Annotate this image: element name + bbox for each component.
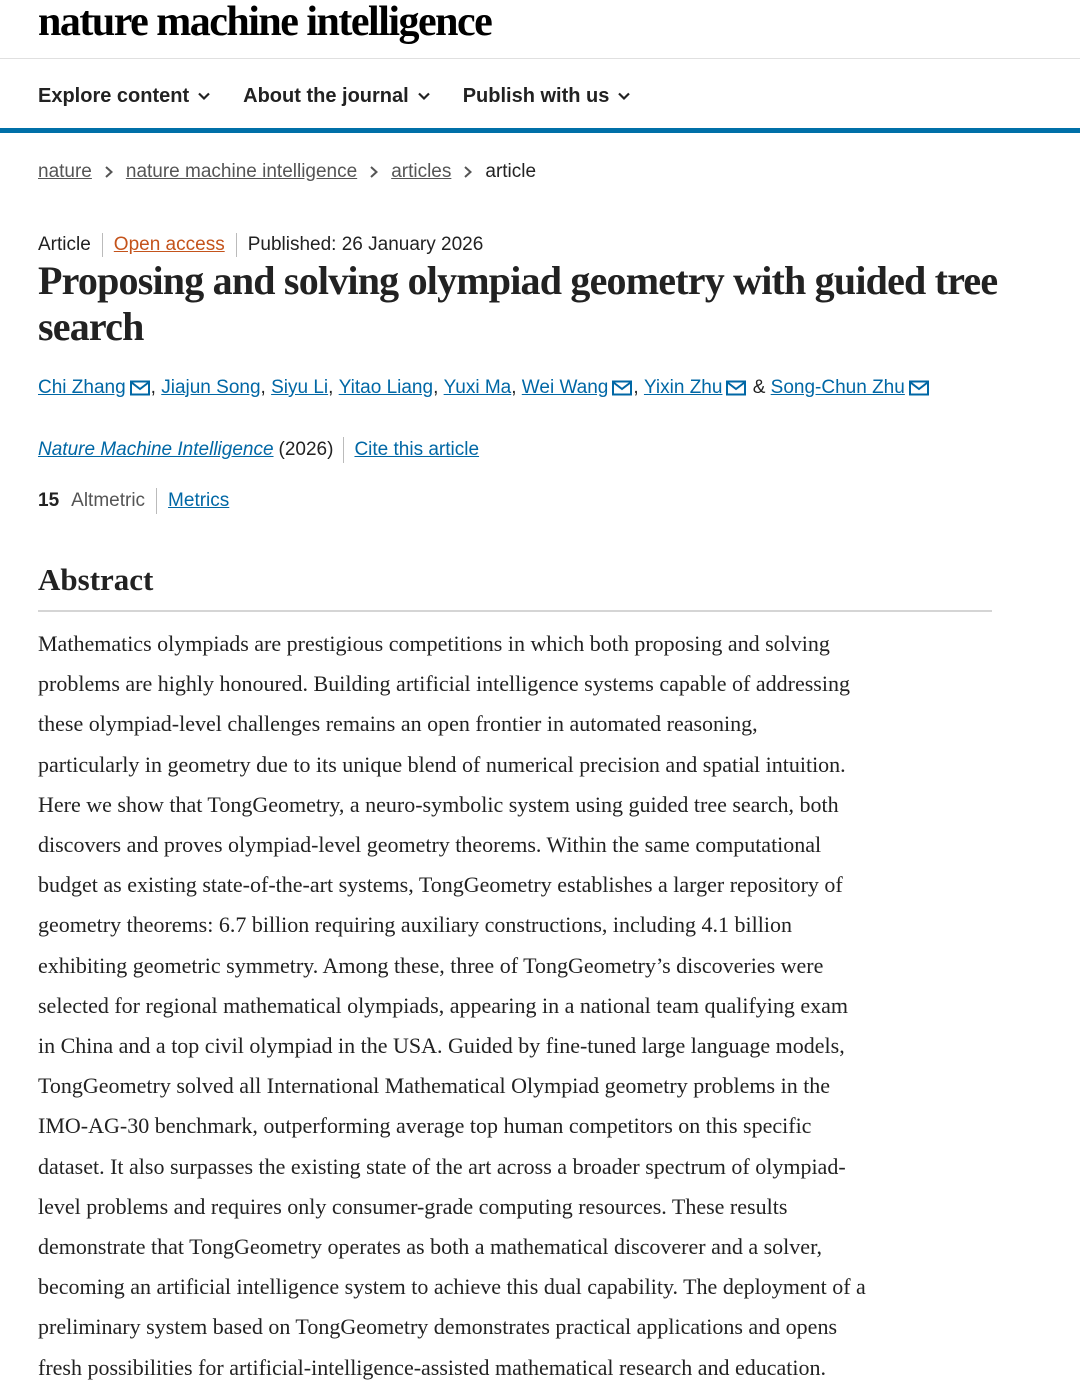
author-separator: , [260, 377, 272, 398]
abstract-line: in China and a top civil olympiad in the USA. Guided by fine-tuned large language models, [38, 1033, 845, 1059]
publication-year: (2026) [278, 439, 334, 460]
main-nav [38, 76, 663, 116]
abstract-line: these olympiad-level challenges remains an open frontier in automated reasoning, [38, 711, 758, 737]
abstract-line: level problems and requires only consumer-grade computing resources. These results [38, 1193, 788, 1219]
mail-icon[interactable] [909, 380, 929, 396]
header-divider [0, 58, 1080, 59]
abstract-line: fresh possibilities for artificial-intelligence-assisted mathematical research and education. [38, 1354, 827, 1380]
nav-explore-content[interactable] [38, 85, 211, 108]
open-access-link[interactable]: Open access [113, 234, 225, 255]
breadcrumb-articles[interactable]: articles [391, 161, 452, 182]
breadcrumb [38, 161, 536, 183]
author-list [38, 377, 930, 399]
article-metrics [38, 488, 229, 514]
author-separator: , [511, 377, 522, 398]
chevron-down-icon [417, 89, 431, 103]
breadcrumb-journal[interactable]: nature machine intelligence [125, 161, 358, 182]
journal-link[interactable]: Nature Machine Intelligence [38, 439, 274, 460]
abstract-line: Here we show that TongGeometry, a neuro-symbolic system using guided tree search, both [38, 791, 839, 817]
chevron-right-icon [104, 165, 114, 179]
abstract-line: IMO-AG-30 benchmark, outperforming average top human competitors on this specific [38, 1113, 812, 1139]
abstract-line: problems are highly honoured. Building artificial intelligence systems capable of addressing [38, 671, 850, 697]
journal-logo[interactable]: nature machine intelligence [38, 0, 492, 45]
mail-icon[interactable] [612, 380, 632, 396]
article-meta [38, 233, 483, 257]
author-separator: , [150, 377, 162, 398]
abstract-line: Mathematics olympiads are prestigious competitions in which both proposing and solving [38, 631, 830, 656]
abstract-line: TongGeometry solved all International Mathematical Olympiad geometry problems in the [38, 1073, 831, 1099]
nav-about-journal[interactable] [243, 85, 431, 108]
abstract-heading: Abstract [38, 562, 154, 597]
breadcrumb-nature[interactable]: nature [38, 161, 92, 182]
abstract-divider [38, 610, 992, 612]
abstract-line: demonstrate that TongGeometry operates as both a mathematical discoverer and a solver, [38, 1234, 823, 1260]
author-separator: & [747, 377, 771, 398]
nav-explore-content-label: Explore content [38, 84, 190, 107]
nav-publish-with-us[interactable] [463, 85, 632, 108]
journal-citation [38, 437, 479, 463]
abstract-line: particularly in geometry due to its unique blend of numerical precision and spatial intuition. [38, 751, 846, 777]
author-link[interactable]: Wei Wang [521, 377, 609, 398]
abstract-line: selected for regional mathematical olympiads, appearing in a national team qualifying exam [38, 992, 849, 1018]
author-separator: , [633, 377, 644, 398]
abstract-text [38, 624, 998, 1388]
chevron-right-icon [463, 165, 473, 179]
abstract-line: preliminary system based on TongGeometry demonstrates practical applications and opens [38, 1314, 838, 1340]
meta-divider [236, 233, 237, 257]
metrics-divider [156, 488, 157, 514]
mail-icon[interactable] [130, 380, 150, 396]
altmetric-label: Altmetric [71, 490, 146, 511]
author-link[interactable]: Song-Chun Zhu [770, 377, 905, 398]
abstract-line: geometry theorems: 6.7 billion requiring auxiliary constructions, including 4.1 billion [38, 912, 792, 938]
chevron-down-icon [617, 89, 631, 103]
abstract-line: becoming an artificial intelligence system to achieve this dual capability. The deployment of a [38, 1274, 866, 1300]
nav-about-journal-label: About the journal [243, 84, 409, 107]
author-link[interactable]: Yixin Zhu [643, 377, 723, 398]
author-link[interactable]: Siyu Li [271, 377, 329, 398]
article-title: Proposing and solving olympiad geometry with guided tree search [38, 258, 998, 349]
nav-accent-bar [0, 128, 1080, 133]
abstract-line: dataset. It also surpasses the existing state of the art across a broader spectrum of olympiad- [38, 1153, 846, 1179]
author-link[interactable]: Yuxi Ma [443, 377, 512, 398]
article-type: Article [38, 234, 91, 255]
meta-divider [102, 233, 103, 257]
chevron-down-icon [197, 89, 211, 103]
metrics-link[interactable]: Metrics [168, 490, 230, 511]
author-separator: , [433, 377, 444, 398]
author-link[interactable]: Yitao Liang [338, 377, 434, 398]
cite-article-link[interactable]: Cite this article [354, 439, 480, 460]
abstract-line: exhibiting geometric symmetry. Among these, three of TongGeometry’s discoveries were [38, 952, 824, 978]
author-link[interactable]: Jiajun Song [161, 377, 261, 398]
citation-divider [343, 437, 344, 463]
nav-publish-with-us-label: Publish with us [462, 84, 610, 107]
chevron-right-icon [369, 165, 379, 179]
author-link[interactable]: Chi Zhang [38, 377, 126, 398]
published-date: Published: 26 January 2026 [247, 234, 484, 255]
abstract-line: discovers and proves olympiad-level geometry theorems. Within the same computational [38, 832, 822, 858]
author-separator: , [328, 377, 339, 398]
altmetric-score[interactable]: 15 [38, 490, 60, 511]
breadcrumb-current: article [485, 161, 537, 182]
mail-icon[interactable] [726, 380, 746, 396]
abstract-line: budget as existing state-of-the-art systems, TongGeometry establishes a larger repository of [38, 872, 843, 898]
